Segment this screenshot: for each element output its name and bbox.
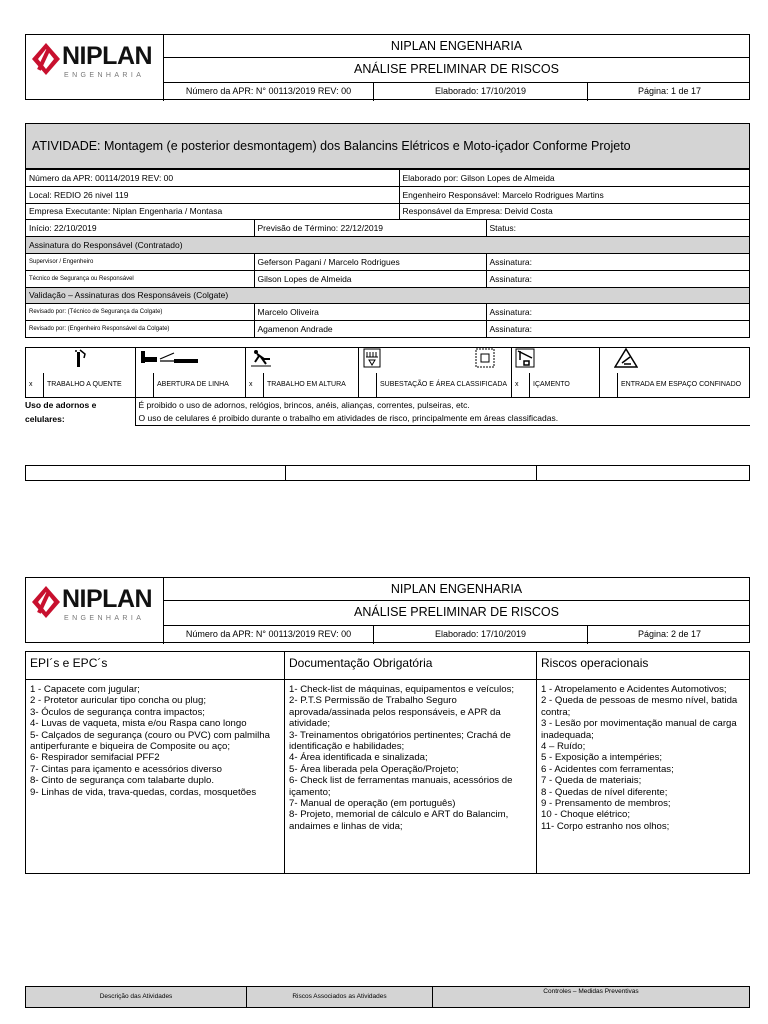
document-title: ANÁLISE PRELIMINAR DE RISCOS bbox=[164, 57, 749, 83]
page2-header bbox=[25, 577, 750, 643]
activities-table-header bbox=[25, 986, 750, 1008]
list-item: 2 - Queda de pessoas de mesmo nível, batida contra; bbox=[541, 695, 738, 718]
documentation-column bbox=[285, 652, 537, 873]
risks-column bbox=[537, 652, 749, 873]
list-item: 5 - Exposição a intempéries; bbox=[541, 752, 663, 764]
niplan-logo-icon bbox=[31, 42, 61, 76]
empty-row bbox=[25, 465, 750, 481]
list-item: 2 - Protetor auricular tipo concha ou plug; bbox=[30, 695, 206, 707]
epi-list bbox=[26, 680, 284, 798]
colgate-signature-2: Assinatura: bbox=[486, 321, 749, 338]
list-item: 3- Treinamentos obrigatórios pertinentes; Crachá de identificação e habilidades; bbox=[289, 729, 511, 753]
list-item: 5- Calçados de segurança (couro ou PVC) com palmilha antiperfurante e biqueira de Composite ou aço; bbox=[30, 729, 270, 753]
hazard-label-lifting: IÇAMENTO bbox=[530, 373, 600, 397]
niplan-logo bbox=[26, 35, 164, 101]
hot-work-icon bbox=[26, 348, 136, 374]
page-number: Página: 1 de 17 bbox=[637, 86, 702, 96]
niplan-logo bbox=[26, 578, 164, 644]
colgate-name-1: Marcelo Oliveira bbox=[254, 304, 486, 321]
elaborated-date: Elaborado: 17/10/2019 bbox=[374, 625, 588, 644]
confined-entry-sign-icon bbox=[475, 348, 495, 368]
hazard-mark-substation bbox=[359, 373, 377, 397]
colgate-name-2: Agamenon Andrade bbox=[254, 321, 486, 338]
list-item: 9- Linhas de vida, trava-quedas, cordas, mosquetões bbox=[30, 786, 257, 798]
list-item: 4- Área identificada e sinalizada; bbox=[289, 752, 428, 764]
elaborated-by: Elaborado por: Gilson Lopes de Almeida bbox=[399, 170, 749, 187]
list-item: 8- Cinto de segurança com talabarte duplo. bbox=[30, 775, 214, 787]
hazard-mark-hot-work: x bbox=[26, 373, 44, 397]
list-item: 6- Respirador semifacial PFF2 bbox=[30, 752, 160, 764]
hazard-label-substation: SUBESTAÇÃO E ÁREA CLASSIFICADA bbox=[377, 373, 512, 397]
rules-title-line2: celulares: bbox=[25, 413, 65, 424]
epi-title: EPI´s e EPC´s bbox=[26, 652, 284, 680]
hazard-label-hot-work: TRABALHO A QUENTE bbox=[44, 373, 136, 397]
list-item: 7- Manual de operação (em português) bbox=[289, 798, 456, 810]
apr-info: Número da APR: 00114/2019 REV: 00 bbox=[26, 170, 399, 187]
contractor-role-2: Técnico de Segurança ou Responsável bbox=[26, 270, 254, 287]
colgate-role-2: Revisado por: (Engenheiro Responsável da Colgate) bbox=[26, 321, 254, 338]
niplan-logo-icon bbox=[31, 585, 61, 619]
list-item: 5- Área liberada pela Operação/Projeto; bbox=[289, 763, 459, 775]
list-item: 1 - Atropelamento e Acidentes Automotivos; bbox=[541, 684, 727, 695]
location: Local: REDIO 26 nivel 119 bbox=[26, 186, 399, 203]
activity-title: ATIVIDADE: Montagem (e posterior desmontagem) dos Balancins Elétricos e Moto-içador Conforme Projeto bbox=[26, 124, 749, 169]
contractor-name-2: Gilson Lopes de Almeida bbox=[254, 270, 486, 287]
list-item: 9 - Prensamento de membros; bbox=[541, 798, 671, 810]
rules-title-line1: Uso de adornos e bbox=[25, 399, 97, 410]
lifting-icon bbox=[512, 348, 600, 374]
list-item: 1 - Capacete com jugular; bbox=[30, 684, 140, 695]
hazard-label-line-opening: ABERTURA DE LINHA bbox=[154, 373, 246, 397]
col-associated-risks: Riscos Associados as Atividades bbox=[247, 987, 433, 1007]
col-activity-description: Descrição das Atividades bbox=[26, 987, 247, 1007]
risks-list bbox=[537, 680, 749, 832]
list-item: 3 - Lesão por movimentação manual de carga inadequada; bbox=[541, 718, 737, 741]
page-number: Página: 2 de 17 bbox=[637, 629, 702, 639]
list-item: 6 - Acidentes com ferramentas; bbox=[541, 763, 674, 775]
documentation-list bbox=[285, 680, 536, 832]
requirements-table bbox=[25, 651, 750, 874]
logo-tagline: ENGENHARIA bbox=[64, 615, 145, 622]
list-item: 4- Luvas de vaqueta, mista e/ou Raspa cano longo bbox=[30, 718, 247, 730]
colgate-signature-1: Assinatura: bbox=[486, 304, 749, 321]
rules-line1: É proibido o uso de adornos, relógios, brincos, anéis, alianças, correntes, pulseiras, etc. bbox=[135, 398, 750, 412]
substation-icon bbox=[359, 348, 512, 374]
list-item: 3- Óculos de segurança contra impactos; bbox=[30, 706, 205, 718]
list-item: 8 - Quedas de nível diferente; bbox=[541, 786, 668, 798]
hazard-mark-lifting: x bbox=[512, 373, 530, 397]
logo-wordmark: NIPLAN bbox=[62, 42, 153, 70]
height-work-icon bbox=[246, 348, 359, 374]
documentation-title: Documentação Obrigatória bbox=[285, 652, 536, 680]
company-name: NIPLAN ENGENHARIA bbox=[164, 578, 749, 601]
list-item: 6- Check list de ferramentas manuais, acessórios de içamento; bbox=[289, 775, 513, 798]
apr-number: Número da APR: N° 00113/2019 REV: 00 bbox=[164, 82, 374, 101]
colgate-validation-section: Validação – Assinaturas dos Responsáveis (Colgate) bbox=[26, 287, 749, 304]
company-responsible: Responsável da Empresa: Deivid Costa bbox=[399, 203, 749, 220]
contractor-signature-2: Assinatura: bbox=[486, 270, 749, 287]
contractor-signature-section: Assinatura do Responsável (Contratado) bbox=[26, 237, 749, 254]
hazard-mark-line-opening bbox=[136, 373, 154, 397]
list-item: 1- Check-list de máquinas, equipamentos e veículos; bbox=[289, 684, 515, 695]
list-item: 7 - Queda de materiais; bbox=[541, 775, 642, 787]
hazard-types bbox=[25, 347, 750, 426]
list-item: 7- Cintas para içamento e acessórios diverso bbox=[30, 763, 222, 775]
status: Status: bbox=[486, 220, 749, 237]
logo-wordmark: NIPLAN bbox=[62, 585, 153, 613]
hazard-label-confined-space: ENTRADA EM ESPAÇO CONFINADO bbox=[618, 373, 750, 397]
activity-section bbox=[25, 123, 750, 338]
rules-table bbox=[25, 398, 750, 427]
list-item: 8- Projeto, memorial de cálculo e ART do Balancim, andaimes e linhas de vida; bbox=[289, 809, 509, 832]
risks-title: Riscos operacionais bbox=[537, 652, 749, 680]
end-forecast: Previsão de Término: 22/12/2019 bbox=[254, 220, 486, 237]
start-date: Início: 22/10/2019 bbox=[26, 220, 254, 237]
list-item: 10 - Choque elétrico; bbox=[541, 809, 631, 821]
epi-column bbox=[26, 652, 285, 873]
colgate-role-1: Revisado por: (Técnico de Segurança da Colgate) bbox=[26, 304, 254, 321]
responsible-engineer: Engenheiro Responsável: Marcelo Rodrigues Martins bbox=[399, 186, 749, 203]
apr-number: Número da APR: N° 00113/2019 REV: 00 bbox=[164, 625, 374, 644]
confined-space-icon bbox=[600, 348, 750, 374]
list-item: 4 – Ruído; bbox=[541, 741, 586, 753]
page1-header bbox=[25, 34, 750, 100]
hazard-label-height-work: TRABALHO EM ALTURA bbox=[264, 373, 359, 397]
document-title: ANÁLISE PRELIMINAR DE RISCOS bbox=[164, 600, 749, 626]
contractor-role-1: Supervisor / Engenheiro bbox=[26, 253, 254, 270]
rules-line2: O uso de celulares é proibido durante o trabalho em atividades de risco, principalmente em áreas classificadas. bbox=[135, 412, 750, 426]
list-item: 11- Corpo estranho nos olhos; bbox=[541, 820, 670, 832]
contractor-name-1: Geferson Pagani / Marcelo Rodrigues bbox=[254, 253, 486, 270]
line-opening-icon bbox=[136, 348, 246, 374]
logo-tagline: ENGENHARIA bbox=[64, 72, 145, 79]
hazard-mark-confined-space bbox=[600, 373, 618, 397]
elaborated-date: Elaborado: 17/10/2019 bbox=[374, 82, 588, 101]
contractor-signature-1: Assinatura: bbox=[486, 253, 749, 270]
executing-company: Empresa Executante: Niplan Engenharia / Montasa bbox=[26, 203, 399, 220]
hazard-mark-height-work: x bbox=[246, 373, 264, 397]
list-item: 2- P.T.S Permissão de Trabalho Seguro aprovada/assinada pelos responsáveis, e APR da atividade; bbox=[289, 695, 501, 730]
company-name: NIPLAN ENGENHARIA bbox=[164, 35, 749, 58]
col-preventive-controls: Controles – Medidas Preventivas bbox=[543, 988, 639, 995]
